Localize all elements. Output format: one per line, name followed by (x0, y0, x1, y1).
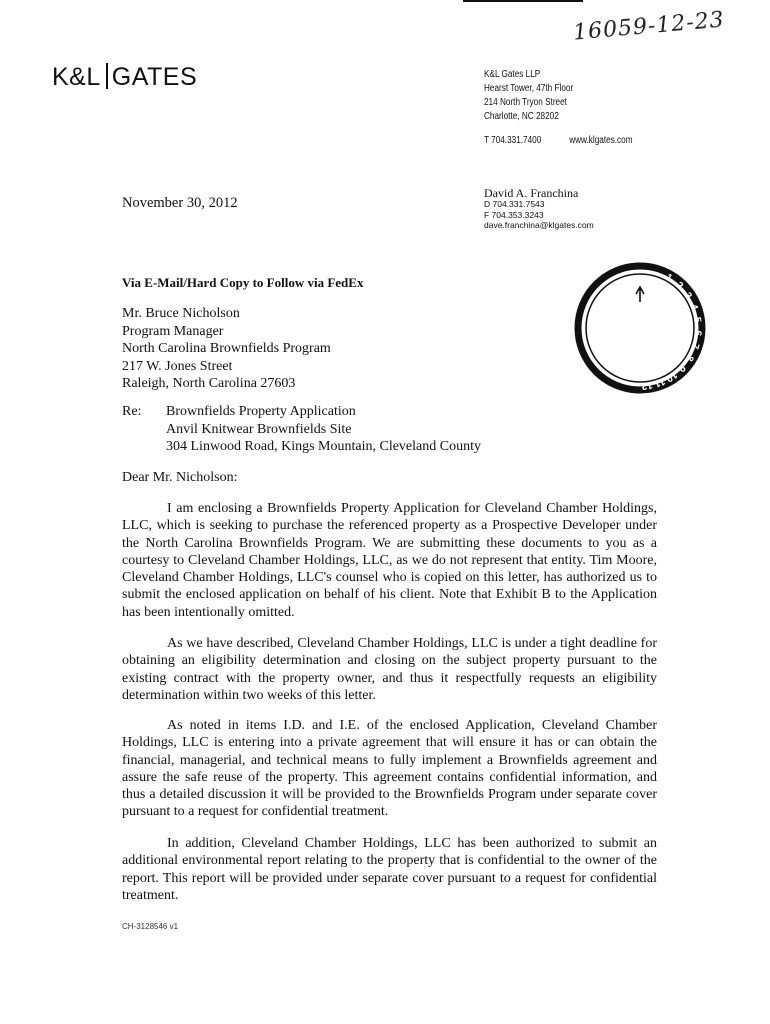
author-direct-phone: D 704.331.7543 (484, 199, 545, 209)
subject-line: 304 Linwood Road, Kings Mountain, Cleveland County (166, 439, 481, 454)
firm-website: www.klgates.com (569, 135, 633, 146)
firm-address-block (484, 68, 660, 148)
body-paragraph: As noted in items I.D. and I.E. of the enclosed Application, Cleveland Chamber Holdings, LLC is entering into a private agreement that will ensure it has or can obtain the financial, managerial, and technical means to fully implement a Brownfields agreement and assure the safe reuse of the property. This agreement contains confidential information, and thus a detailed discussion it will be provided to the Brownfields Program under separate cover pursuant to a request for confidential treatment. (122, 718, 657, 820)
delivery-method: Via E-Mail/Hard Copy to Follow via FedEx (122, 275, 364, 290)
stamp-number: 8 (683, 352, 696, 363)
stamp-number: 9 (675, 362, 688, 374)
logo-left: K&L (52, 63, 101, 91)
stamp-number: 6 (691, 329, 704, 337)
stamp-numbers (640, 272, 703, 391)
logo-divider (106, 63, 108, 89)
author-block (484, 187, 594, 231)
salutation: Dear Mr. Nicholson: (122, 470, 238, 485)
body-paragraph: I am enclosing a Brownfields Property Application for Cleveland Chamber Holdings, LLC, which is seeking to purchase the referenced property as a Prospective Developer under the North Carolina Brownfields Program. We are submitting these documents to you as a courtesy to Cleveland Chamber Holdings, LLC, as we do not represent that entity. Tim Moore, Cleveland Chamber Holdings, LLC's counsel who is copied on this letter, has authorized us to submit the enclosed application on behalf of his client. Note that Exhibit B to the Application has been intentionally omitted. (122, 501, 657, 620)
firm-phone: T 704.331.7400 (484, 135, 542, 146)
firm-address-line: Hearst Tower, 47th Floor (484, 83, 574, 94)
author-name: David A. Franchina (484, 186, 579, 200)
recipient-line: North Carolina Brownfields Program (122, 341, 331, 356)
stamp-number: 3 (681, 290, 694, 302)
firm-address-line: 214 North Tryon Street (484, 97, 567, 108)
firm-address-line: Charlotte, NC 28202 (484, 111, 559, 122)
firm-contact-line (484, 134, 660, 148)
letter-date: November 30, 2012 (122, 195, 238, 211)
received-date-stamp (565, 246, 715, 406)
stamp-number: 5 (691, 316, 703, 324)
stamp-number: 12 (640, 378, 654, 392)
stamp-number: 7 (688, 341, 701, 351)
stamp-number: 1 (663, 272, 674, 285)
firm-logo (52, 63, 197, 92)
subject-line: Anvil Knitwear Brownfields Site (166, 421, 352, 437)
body-paragraph: As we have described, Cleveland Chamber Holdings, LLC is under a tight deadline for obtaining an eligibility determination and closing on the subject property pursuant to the existing contract with the property owner, and thus it respectfully requests an eligibility determination within two weeks of this letter. (122, 636, 657, 703)
stamp-number: 11 (652, 375, 667, 390)
top-edge-line (463, 0, 583, 2)
subject-line: Brownfields Property Application (166, 404, 356, 419)
handwritten-reference: 16059-12-23 (572, 7, 726, 46)
recipient-address (122, 305, 331, 393)
recipient-line: Raleigh, North Carolina 27603 (122, 376, 296, 391)
stamp-pointer-arrow (636, 287, 644, 302)
body-paragraph: In addition, Cleveland Chamber Holdings, LLC has been authorized to submit an additional environmental report relating to the property that is confidential to the owner of the report. This report will be provided under separate cover pursuant to a request for confidential treatment. (122, 836, 657, 903)
recipient-line: 217 W. Jones Street (122, 358, 233, 374)
stamp-number: 10 (663, 368, 679, 384)
logo-right: GATES (111, 63, 198, 91)
recipient-line: Program Manager (122, 323, 224, 339)
firm-name: K&L Gates LLP (484, 69, 541, 80)
stamp-number: 4 (687, 302, 700, 312)
author-email: dave.franchina@klgates.com (484, 220, 594, 230)
stamp-number: 2 (673, 280, 686, 292)
author-fax: F 704.353.3243 (484, 209, 544, 220)
subject-label: Re: (122, 404, 142, 419)
document-code: CH-3128546 v1 (122, 922, 179, 931)
recipient-line: Mr. Bruce Nicholson (122, 306, 240, 321)
